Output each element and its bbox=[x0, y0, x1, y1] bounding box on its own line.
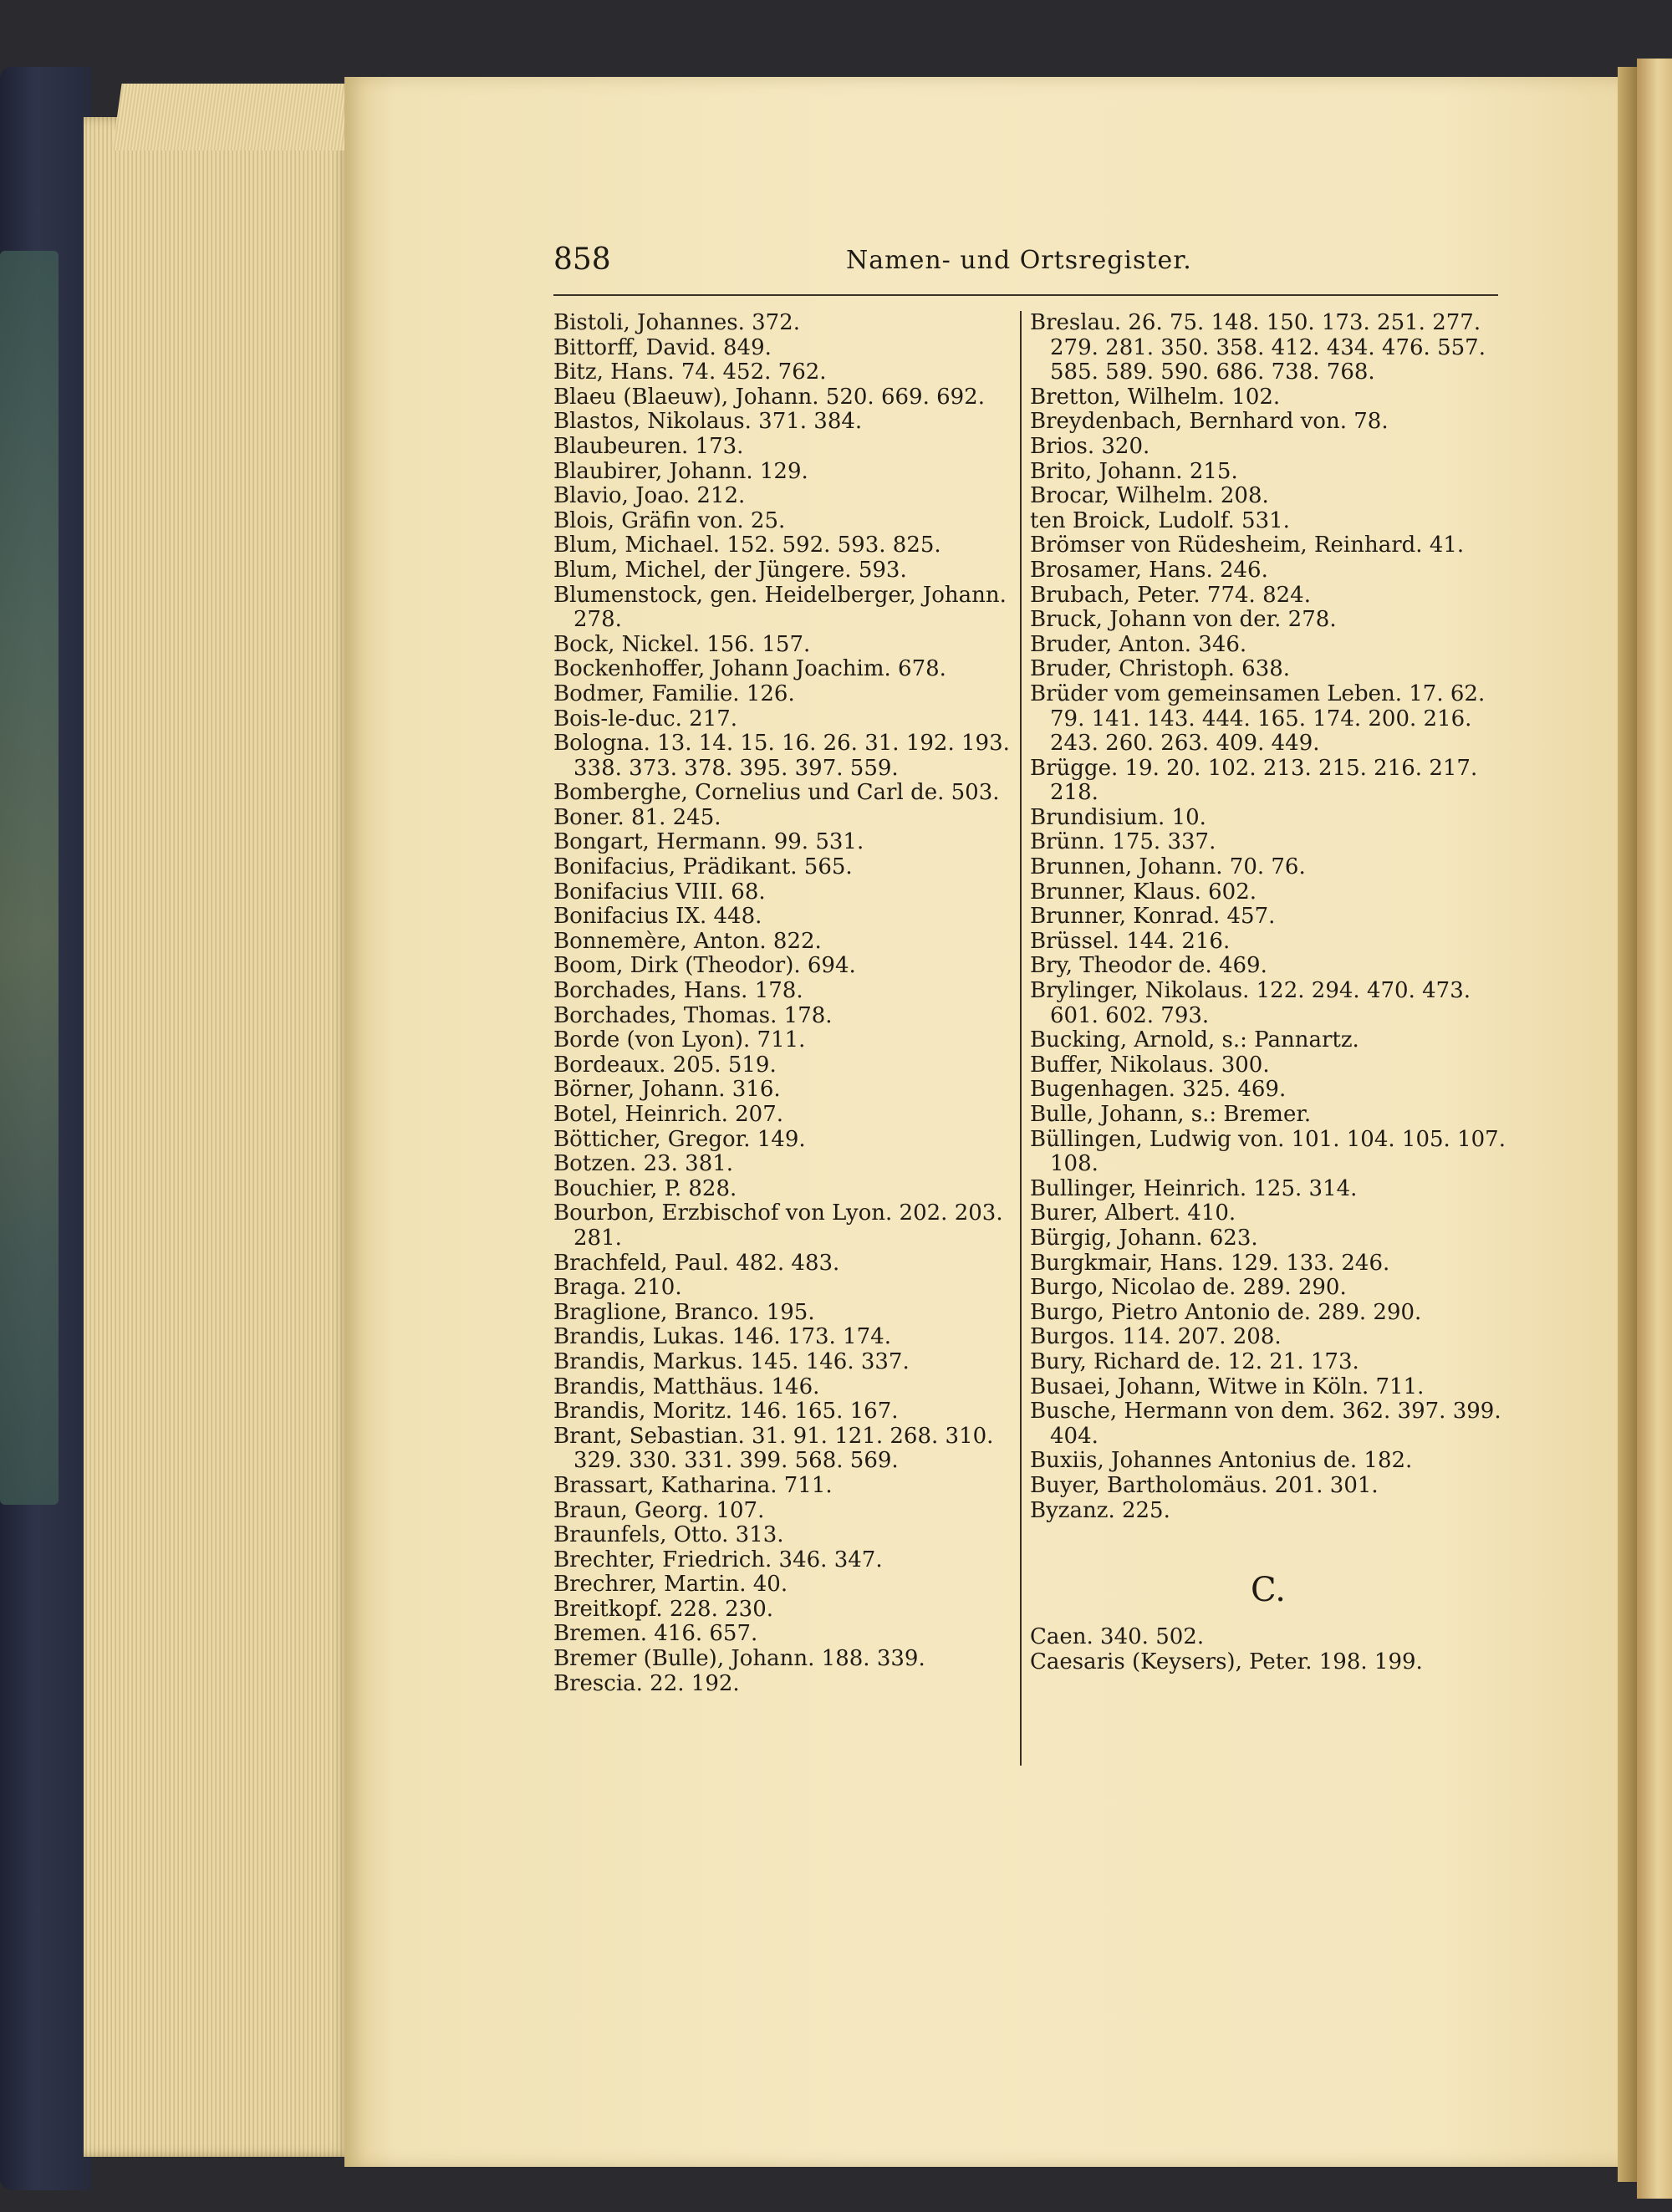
index-entry: Bologna. 13. 14. 15. 16. 26. 31. 192. 193. 338. 373. 378. 395. 397. 559. bbox=[553, 731, 1010, 781]
index-entry: Brandis, Markus. 145. 146. 337. bbox=[553, 1348, 910, 1374]
index-entry: Blum, Michael. 152. 592. 593. 825. bbox=[553, 533, 941, 558]
index-entry: Breslau. 26. 75. 148. 150. 173. 251. 277. 279. 281. 350. 358. 412. 434. 476. 557. 585. 589. 590. 686. 738. 768. bbox=[1030, 310, 1486, 385]
index-entry: Brosamer, Hans. 246. bbox=[1030, 557, 1268, 583]
index-entry: Botel, Heinrich. 207. bbox=[553, 1102, 784, 1127]
index-entry: Boom, Dirk (Theodor). 694. bbox=[553, 953, 856, 979]
index-entry: Brechrer, Martin. 40. bbox=[553, 1572, 788, 1598]
section-heading-c: C. bbox=[1251, 1571, 1286, 1610]
index-entry: Börner, Johann. 316. bbox=[553, 1077, 781, 1103]
index-entry: Brügge. 19. 20. 102. 213. 215. 216. 217. 218. bbox=[1030, 755, 1478, 806]
index-entry: Bonifacius IX. 448. bbox=[553, 904, 762, 930]
index-entry: Burgos. 114. 207. 208. bbox=[1030, 1324, 1282, 1350]
index-entry: Blum, Michel, der Jüngere. 593. bbox=[553, 557, 907, 583]
index-entry: Bruder, Anton. 346. bbox=[1030, 631, 1247, 657]
index-entry: Braunfels, Otto. 313. bbox=[553, 1522, 784, 1548]
index-entry: Bois-le-duc. 217. bbox=[553, 706, 738, 731]
index-entry: Bonifacius VIII. 68. bbox=[553, 879, 766, 905]
index-entry: Bomberghe, Cornelius und Carl de. 503. bbox=[553, 780, 1000, 806]
index-entry: Busaei, Johann, Witwe in Köln. 711. bbox=[1030, 1374, 1425, 1399]
index-entry: Caesaris (Keysers), Peter. 198. 199. bbox=[1030, 1649, 1423, 1674]
index-entry: Brios. 320. bbox=[1030, 433, 1150, 459]
index-entry: Bötticher, Gregor. 149. bbox=[553, 1126, 806, 1152]
index-entry: Bock, Nickel. 156. 157. bbox=[553, 631, 811, 657]
index-entry: Bitz, Hans. 74. 452. 762. bbox=[553, 359, 827, 385]
index-entry: Brunner, Klaus. 602. bbox=[1030, 879, 1257, 905]
index-entry: Caen. 340. 502. bbox=[1030, 1624, 1205, 1650]
index-entry: Busche, Hermann von dem. 362. 397. 399. 404. bbox=[1030, 1399, 1501, 1449]
index-entry: Bry, Theodor de. 469. bbox=[1030, 953, 1267, 979]
index-entry: Brandis, Lukas. 146. 173. 174. bbox=[553, 1324, 891, 1350]
index-entry: Brechter, Friedrich. 346. 347. bbox=[553, 1547, 883, 1572]
index-entry: Borchades, Thomas. 178. bbox=[553, 1002, 833, 1028]
index-entry: Brüder vom gemeinsamen Leben. 17. 62. 79. 141. 143. 444. 165. 174. 200. 216. 243. 260. 263. 409. 449. bbox=[1030, 680, 1486, 757]
index-entry: Brassart, Katharina. 711. bbox=[553, 1472, 833, 1498]
index-entry: Buffer, Nikolaus. 300. bbox=[1030, 1052, 1270, 1078]
index-entry: Blaeu (Blaeuw), Johann. 520. 669. 692. bbox=[553, 384, 985, 410]
index-entry: Bouchier, P. 828. bbox=[553, 1175, 737, 1201]
index-entry: Blastos, Nikolaus. 371. 384. bbox=[553, 409, 863, 435]
index-entry: Blois, Gräfin von. 25. bbox=[553, 507, 786, 533]
section-c-entries bbox=[1030, 1625, 1506, 1674]
index-entry: Burer, Albert. 410. bbox=[1030, 1200, 1236, 1226]
index-entry: Bittorff, David. 849. bbox=[553, 334, 772, 360]
index-entries-right bbox=[1030, 311, 1506, 1523]
index-entry: Brundisium. 10. bbox=[1030, 804, 1206, 830]
index-entry: Brito, Johann. 215. bbox=[1030, 458, 1238, 484]
index-entry: Brunner, Konrad. 457. bbox=[1030, 904, 1276, 930]
index-entry: Bugenhagen. 325. 469. bbox=[1030, 1077, 1287, 1103]
index-entry: Bürgig, Johann. 623. bbox=[1030, 1225, 1258, 1251]
index-entry: Bourbon, Erzbischof von Lyon. 202. 203. 281. bbox=[553, 1200, 1003, 1251]
index-entry: Bonifacius, Prädikant. 565. bbox=[553, 854, 853, 880]
index-entry: Bongart, Hermann. 99. 531. bbox=[553, 829, 864, 855]
index-entry: Bonnemère, Anton. 822. bbox=[553, 928, 822, 954]
facing-page-edge bbox=[1637, 59, 1672, 2199]
index-entry: Breitkopf. 228. 230. bbox=[553, 1596, 774, 1622]
index-entry: Braglione, Branco. 195. bbox=[553, 1299, 815, 1325]
index-entry: Buyer, Bartholomäus. 201. 301. bbox=[1030, 1472, 1379, 1498]
index-entry: Bury, Richard de. 12. 21. 173. bbox=[1030, 1348, 1359, 1374]
index-entry: Bulle, Johann, s.: Bremer. bbox=[1030, 1102, 1312, 1127]
cover-marbling bbox=[0, 251, 59, 1505]
index-entry: Burgo, Nicolao de. 289. 290. bbox=[1030, 1275, 1347, 1301]
header-rule bbox=[553, 294, 1498, 296]
index-entry: Brachfeld, Paul. 482. 483. bbox=[553, 1250, 840, 1276]
index-entry: Botzen. 23. 381. bbox=[553, 1151, 734, 1177]
column-divider bbox=[1020, 311, 1022, 1766]
index-entry: Brandis, Matthäus. 146. bbox=[553, 1374, 820, 1399]
page-number: 858 bbox=[553, 242, 611, 277]
index-entry: Bruder, Christoph. 638. bbox=[1030, 656, 1291, 682]
index-column-left bbox=[553, 311, 1022, 1696]
index-entry: Brescia. 22. 192. bbox=[553, 1670, 740, 1696]
index-entry: Buxiis, Johannes Antonius de. 182. bbox=[1030, 1448, 1413, 1474]
index-entry: Brocar, Wilhelm. 208. bbox=[1030, 483, 1269, 509]
index-entry: Blumenstock, gen. Heidelberger, Johann. 278. bbox=[553, 582, 1007, 633]
index-entry: Brylinger, Nikolaus. 122. 294. 470. 473. 601. 602. 793. bbox=[1030, 978, 1471, 1028]
index-entry: Borchades, Hans. 178. bbox=[553, 978, 803, 1004]
index-entry: Bretton, Wilhelm. 102. bbox=[1030, 384, 1281, 410]
index-entry: Brant, Sebastian. 31. 91. 121. 268. 310. 329. 330. 331. 399. 568. 569. bbox=[553, 1423, 994, 1474]
index-entry: Blaubirer, Johann. 129. bbox=[553, 458, 808, 484]
index-entry: Brunnen, Johann. 70. 76. bbox=[1030, 854, 1306, 880]
index-entry: Büllingen, Ludwig von. 101. 104. 105. 107. 108. bbox=[1030, 1126, 1506, 1177]
index-entry: Breydenbach, Bernhard von. 78. bbox=[1030, 409, 1389, 435]
page-edges-top bbox=[112, 84, 355, 150]
index-entry: Byzanz. 225. bbox=[1030, 1497, 1170, 1523]
index-entry: Bockenhoffer, Johann Joachim. 678. bbox=[553, 656, 946, 682]
index-entry: Brüssel. 144. 216. bbox=[1030, 928, 1231, 954]
index-entry: Bullinger, Heinrich. 125. 314. bbox=[1030, 1175, 1358, 1201]
index-entry: Brünn. 175. 337. bbox=[1030, 829, 1216, 855]
page-edges bbox=[84, 117, 351, 2157]
index-entry: Brandis, Moritz. 146. 165. 167. bbox=[553, 1399, 899, 1425]
index-entry: Bodmer, Familie. 126. bbox=[553, 680, 795, 706]
running-title: Namen- und Ortsregister. bbox=[846, 246, 1192, 275]
index-entry: Borde (von Lyon). 711. bbox=[553, 1027, 806, 1053]
index-entry: Burgkmair, Hans. 129. 133. 246. bbox=[1030, 1250, 1390, 1276]
index-column-right bbox=[1030, 311, 1506, 1674]
index-entry: Bremer (Bulle), Johann. 188. 339. bbox=[553, 1646, 925, 1672]
index-entry: Boner. 81. 245. bbox=[553, 804, 721, 830]
index-entry: Braun, Georg. 107. bbox=[553, 1497, 765, 1523]
index-entry: Bremen. 416. 657. bbox=[553, 1621, 758, 1647]
index-entry: Braga. 210. bbox=[553, 1275, 682, 1301]
index-entry: Burgo, Pietro Antonio de. 289. 290. bbox=[1030, 1299, 1422, 1325]
page-header bbox=[553, 242, 1498, 284]
index-entry: Bucking, Arnold, s.: Pannartz. bbox=[1030, 1027, 1359, 1053]
index-entry: Bistoli, Johannes. 372. bbox=[553, 310, 800, 335]
index-entry: Bordeaux. 205. 519. bbox=[553, 1052, 777, 1078]
index-entry: ten Broick, Ludolf. 531. bbox=[1030, 507, 1290, 533]
index-entry: Blaubeuren. 173. bbox=[553, 433, 744, 459]
index-entry: Brubach, Peter. 774. 824. bbox=[1030, 582, 1311, 608]
index-entry: Bruck, Johann von der. 278. bbox=[1030, 607, 1337, 633]
index-entry: Blavio, Joao. 212. bbox=[553, 483, 746, 509]
index-entry: Brömser von Rüdesheim, Reinhard. 41. bbox=[1030, 533, 1465, 558]
